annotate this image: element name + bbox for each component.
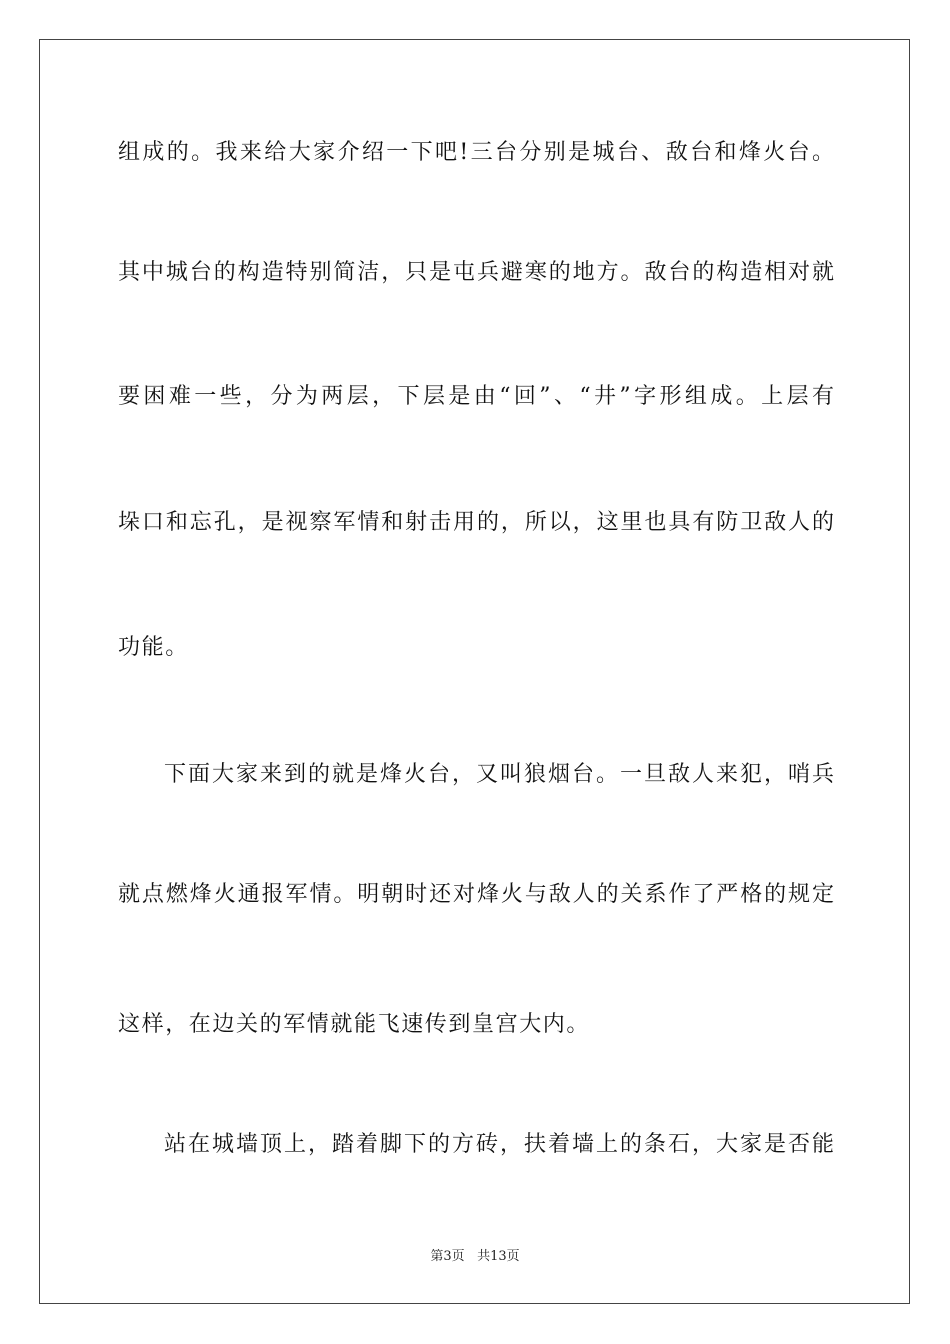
page-footer	[0, 1248, 950, 1266]
body-text-line-9: 站在城墙顶上，踏着脚下的方砖，扶着墙上的条石，大家是否能	[164, 1132, 834, 1157]
body-text-line-3: 要困难一些，分为两层，下层是由“回”、“井”字形组成。上层有	[118, 384, 834, 409]
body-text-line-8: 这样，在边关的军情就能飞速传到皇宫大内。	[118, 1012, 591, 1037]
page-border	[39, 39, 910, 1304]
body-text-line-2: 其中城台的构造特别简洁，只是屯兵避寒的地方。敌台的构造相对就	[118, 260, 834, 285]
body-text-line-7: 就点燃烽火通报军情。明朝时还对烽火与敌人的关系作了严格的规定	[118, 882, 834, 907]
body-text-line-6: 下面大家来到的就是烽火台，又叫狼烟台。一旦敌人来犯，哨兵	[164, 762, 834, 787]
body-text-line-5: 功能。	[118, 635, 189, 660]
total-pages: 共13页	[477, 1249, 520, 1264]
body-text-line-4: 垛口和忘孔，是视察军情和射击用的，所以，这里也具有防卫敌人的	[118, 510, 834, 535]
page-number: 第3页	[430, 1249, 465, 1264]
body-text-line-1: 组成的。我来给大家介绍一下吧!三台分别是城台、敌台和烽火台。	[118, 140, 834, 165]
